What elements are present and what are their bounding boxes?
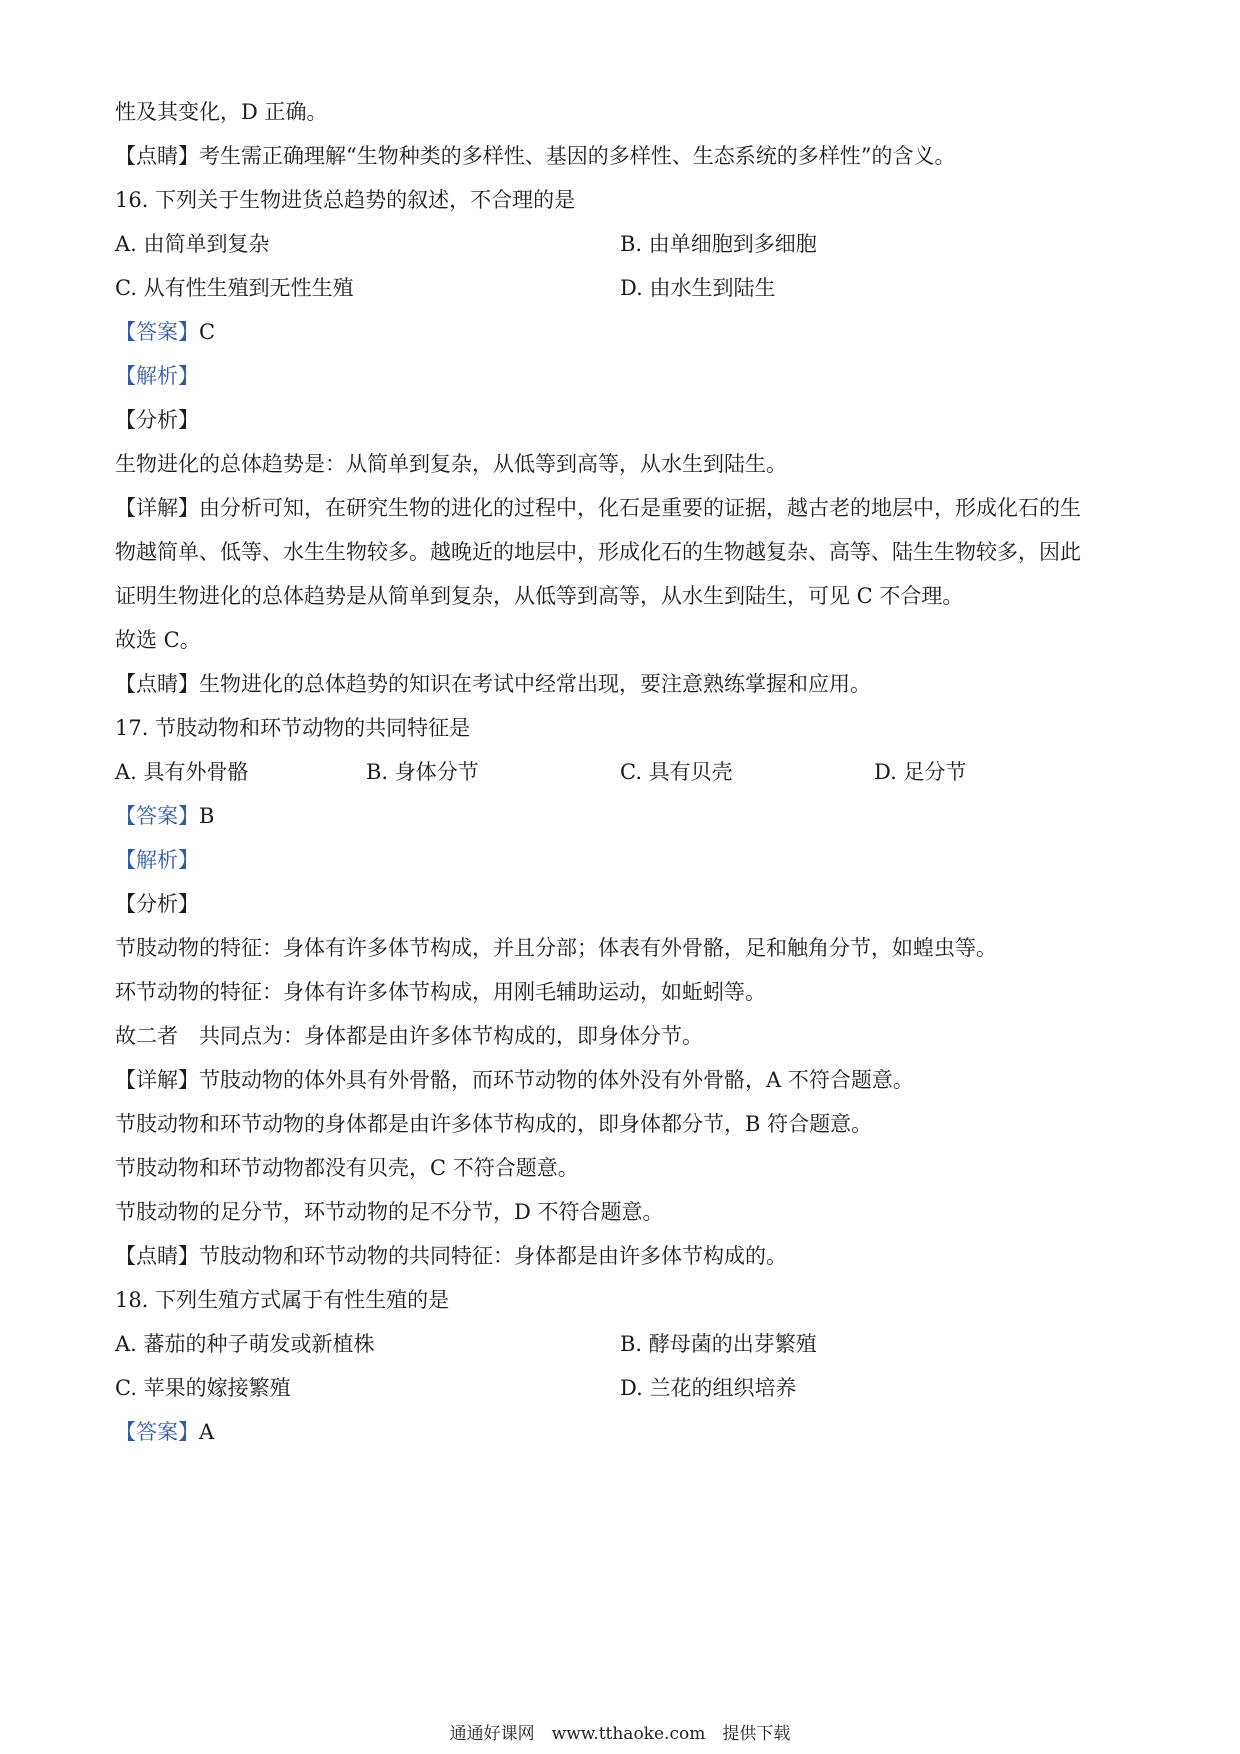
q18-option-a: A. 蕃茄的种子萌发或新植株 [115, 1332, 375, 1356]
q16-paragraph: 生物进化的总体趋势是：从简单到复杂，从低等到高等，从水生到陆生。 [115, 452, 787, 476]
q16-paragraph: 证明生物进化的总体趋势是从简单到复杂，从低等到高等，从水生到陆生，可见 C 不合理。 [115, 584, 964, 608]
q16-jiexi-label: 【解析】 [115, 364, 199, 388]
q16-answer [115, 318, 215, 346]
page-footer: 通通好课网 www.tthaoke.com 提供下载 [449, 1724, 791, 1744]
q17-fenxi-label: 【分析】 [115, 892, 199, 916]
q16-paragraph: 故选 C。 [115, 628, 201, 652]
q17-stem: 17. 节肢动物和环节动物的共同特征是 [115, 716, 471, 740]
answer-label: 【答案】 [115, 804, 199, 828]
q18-option-d: D. 兰花的组织培养 [620, 1376, 797, 1400]
q16-option-b: B. 由单细胞到多细胞 [620, 232, 817, 256]
dianjing-line: 【点睛】考生需正确理解“生物种类的多样性、基因的多样性、生态系统的多样性”的含义。 [115, 144, 956, 168]
q18-answer [115, 1418, 214, 1446]
q17-jiexi-label: 【解析】 [115, 848, 199, 872]
q16-stem: 16. 下列关于生物进货总趋势的叙述，不合理的是 [115, 188, 576, 212]
q18-stem: 18. 下列生殖方式属于有性生殖的是 [115, 1288, 450, 1312]
answer-label: 【答案】 [115, 1420, 199, 1444]
text-line: 性及其变化，D 正确。 [115, 100, 328, 124]
q17-option-b: B. 身体分节 [366, 760, 479, 784]
q17-paragraph: 【点睛】节肢动物和环节动物的共同特征：身体都是由许多体节构成的。 [115, 1244, 787, 1268]
q16-option-c: C. 从有性生殖到无性生殖 [115, 276, 354, 300]
q17-answer [115, 802, 214, 830]
answer-label: 【答案】 [115, 320, 199, 344]
answer-value: A [199, 1420, 215, 1444]
q17-paragraph: 节肢动物的特征：身体有许多体节构成，并且分部；体表有外骨骼，足和触角分节，如蝗虫等。 [115, 936, 997, 960]
q17-option-a: A. 具有外骨骼 [115, 760, 249, 784]
answer-value: C [199, 320, 216, 344]
q16-option-a: A. 由简单到复杂 [115, 232, 270, 256]
q17-option-d: D. 足分节 [874, 760, 967, 784]
q17-paragraph: 节肢动物和环节动物都没有贝壳，C 不符合题意。 [115, 1156, 579, 1180]
q17-option-c: C. 具有贝壳 [620, 760, 733, 784]
q18-option-b: B. 酵母菌的出芽繁殖 [620, 1332, 817, 1356]
q16-fenxi-label: 【分析】 [115, 408, 199, 432]
q17-paragraph: 节肢动物和环节动物的身体都是由许多体节构成的，即身体都分节，B 符合题意。 [115, 1112, 873, 1136]
q17-paragraph: 【详解】节肢动物的体外具有外骨骼，而环节动物的体外没有外骨骼，A 不符合题意。 [115, 1068, 914, 1092]
answer-value: B [199, 804, 215, 828]
q16-paragraph: 【点睛】生物进化的总体趋势的知识在考试中经常出现，要注意熟练掌握和应用。 [115, 672, 871, 696]
q17-paragraph: 故二者 共同点为：身体都是由许多体节构成的，即身体分节。 [115, 1024, 703, 1048]
q16-paragraph: 【详解】由分析可知，在研究生物的进化的过程中，化石是重要的证据，越古老的地层中，形成化石的生 [115, 496, 1081, 520]
q16-paragraph: 物越简单、低等、水生生物较多。越晚近的地层中，形成化石的生物越复杂、高等、陆生生物较多，因此 [115, 540, 1081, 564]
q17-paragraph: 环节动物的特征：身体有许多体节构成，用刚毛辅助运动，如蚯蚓等。 [115, 980, 766, 1004]
q16-option-d: D. 由水生到陆生 [620, 276, 776, 300]
q18-option-c: C. 苹果的嫁接繁殖 [115, 1376, 291, 1400]
q17-paragraph: 节肢动物的足分节，环节动物的足不分节，D 不符合题意。 [115, 1200, 664, 1224]
